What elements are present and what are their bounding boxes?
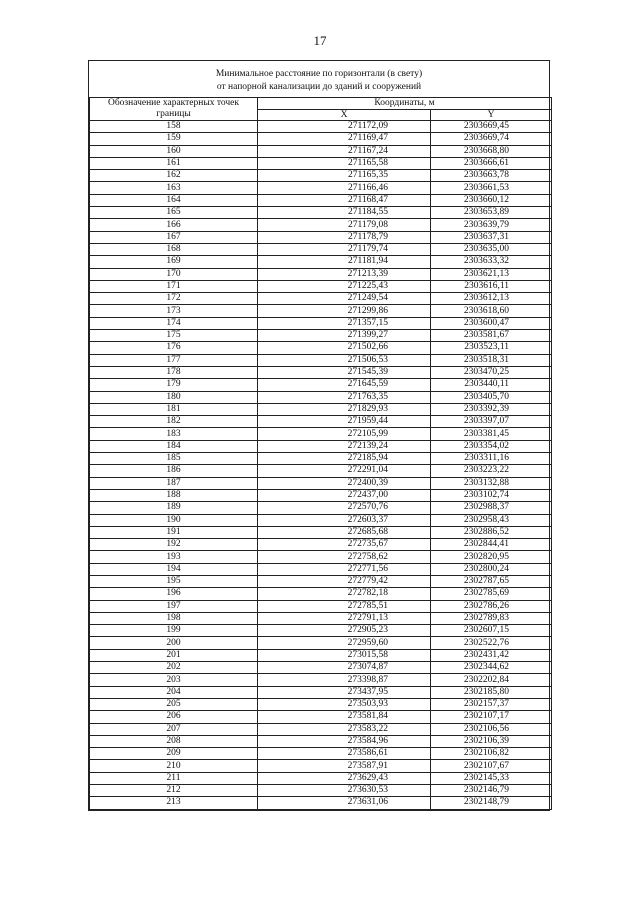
x-coordinate-cell: 271506,53	[258, 354, 431, 366]
x-coordinate-cell: 272782,18	[258, 588, 431, 600]
point-number-cell: 200	[90, 637, 258, 649]
x-coordinate-cell: 271829,93	[258, 403, 431, 415]
y-coordinate-cell: 2303621,13	[431, 268, 552, 280]
y-coordinate-cell: 2303661,53	[431, 182, 552, 194]
y-coordinate-cell: 2303660,12	[431, 194, 552, 206]
x-coordinate-cell: 271959,44	[258, 416, 431, 428]
y-coordinate-cell: 2302786,26	[431, 600, 552, 612]
table-row	[90, 698, 552, 710]
x-coordinate-cell: 271166,46	[258, 182, 431, 194]
table-row	[90, 293, 552, 305]
table-row	[90, 526, 552, 538]
point-number-cell: 177	[90, 354, 258, 366]
point-number-cell: 172	[90, 293, 258, 305]
x-coordinate-cell: 273437,95	[258, 686, 431, 698]
x-coordinate-cell: 273630,53	[258, 785, 431, 797]
header-coordinates: Координаты, м	[258, 98, 552, 110]
table-row	[90, 403, 552, 415]
table-row	[90, 342, 552, 354]
y-coordinate-cell: 2302157,37	[431, 698, 552, 710]
table-row	[90, 243, 552, 255]
point-number-cell: 199	[90, 625, 258, 637]
table-row	[90, 686, 552, 698]
x-coordinate-cell: 271502,66	[258, 342, 431, 354]
y-coordinate-cell: 2302800,24	[431, 563, 552, 575]
point-number-cell: 169	[90, 256, 258, 268]
x-coordinate-cell: 272437,00	[258, 489, 431, 501]
y-coordinate-cell: 2303668,80	[431, 145, 552, 157]
table-row	[90, 354, 552, 366]
table-row	[90, 760, 552, 772]
y-coordinate-cell: 2302958,43	[431, 514, 552, 526]
y-coordinate-cell: 2303635,00	[431, 243, 552, 255]
y-coordinate-cell: 2302106,82	[431, 748, 552, 760]
x-coordinate-cell: 273015,58	[258, 649, 431, 661]
table-row	[90, 391, 552, 403]
y-coordinate-cell: 2302106,39	[431, 735, 552, 747]
table-row	[90, 502, 552, 514]
x-coordinate-cell: 271165,35	[258, 170, 431, 182]
y-coordinate-cell: 2302787,65	[431, 575, 552, 587]
point-number-cell: 183	[90, 428, 258, 440]
table-row	[90, 711, 552, 723]
table-row	[90, 662, 552, 674]
point-number-cell: 207	[90, 723, 258, 735]
table-row	[90, 268, 552, 280]
header-x: X	[258, 110, 431, 121]
x-coordinate-cell: 272105,99	[258, 428, 431, 440]
table-row	[90, 588, 552, 600]
x-coordinate-cell: 273398,87	[258, 674, 431, 686]
y-coordinate-cell: 2303581,67	[431, 330, 552, 342]
x-coordinate-cell: 272905,23	[258, 625, 431, 637]
point-number-cell: 170	[90, 268, 258, 280]
point-number-cell: 158	[90, 121, 258, 133]
point-number-cell: 173	[90, 305, 258, 317]
x-coordinate-cell: 273586,61	[258, 748, 431, 760]
y-coordinate-cell: 2302820,95	[431, 551, 552, 563]
y-coordinate-cell: 2303618,60	[431, 305, 552, 317]
y-coordinate-cell: 2303223,22	[431, 465, 552, 477]
point-number-cell: 187	[90, 477, 258, 489]
y-coordinate-cell: 2303354,02	[431, 440, 552, 452]
x-coordinate-cell: 273581,84	[258, 711, 431, 723]
x-coordinate-cell: 272185,94	[258, 453, 431, 465]
point-number-cell: 189	[90, 502, 258, 514]
point-number-cell: 208	[90, 735, 258, 747]
table-row	[90, 428, 552, 440]
point-number-cell: 210	[90, 760, 258, 772]
point-number-cell: 171	[90, 280, 258, 292]
point-number-cell: 165	[90, 207, 258, 219]
x-coordinate-cell: 272139,24	[258, 440, 431, 452]
y-coordinate-cell: 2303397,07	[431, 416, 552, 428]
point-number-cell: 211	[90, 772, 258, 784]
point-number-cell: 167	[90, 231, 258, 243]
x-coordinate-cell: 271179,74	[258, 243, 431, 255]
x-coordinate-cell: 271249,54	[258, 293, 431, 305]
table-row	[90, 748, 552, 760]
coordinates-frame	[88, 60, 550, 811]
x-coordinate-cell: 271179,08	[258, 219, 431, 231]
point-number-cell: 212	[90, 785, 258, 797]
y-coordinate-cell: 2302344,62	[431, 662, 552, 674]
table-row	[90, 551, 552, 563]
y-coordinate-cell: 2302844,41	[431, 539, 552, 551]
y-coordinate-cell: 2303381,45	[431, 428, 552, 440]
caption-line-1: Минимальное расстояние по горизонтали (в свету)	[215, 69, 423, 79]
table-row	[90, 772, 552, 784]
table-row	[90, 539, 552, 551]
y-coordinate-cell: 2303132,88	[431, 477, 552, 489]
y-coordinate-cell: 2302107,67	[431, 760, 552, 772]
y-coordinate-cell: 2303653,89	[431, 207, 552, 219]
table-row	[90, 785, 552, 797]
y-coordinate-cell: 2302202,84	[431, 674, 552, 686]
x-coordinate-cell: 271167,24	[258, 145, 431, 157]
x-coordinate-cell: 271184,55	[258, 207, 431, 219]
x-coordinate-cell: 271645,59	[258, 379, 431, 391]
y-coordinate-cell: 2302522,76	[431, 637, 552, 649]
x-coordinate-cell: 273631,06	[258, 797, 431, 809]
x-coordinate-cell: 272959,60	[258, 637, 431, 649]
y-coordinate-cell: 2303637,31	[431, 231, 552, 243]
point-number-cell: 184	[90, 440, 258, 452]
x-coordinate-cell: 272791,13	[258, 612, 431, 624]
y-coordinate-cell: 2303639,79	[431, 219, 552, 231]
caption-line-2: от напорной канализации до зданий и сооружений	[216, 82, 422, 92]
y-coordinate-cell: 2303405,70	[431, 391, 552, 403]
y-coordinate-cell: 2303440,11	[431, 379, 552, 391]
y-coordinate-cell: 2303600,47	[431, 317, 552, 329]
y-coordinate-cell: 2302785,69	[431, 588, 552, 600]
y-coordinate-cell: 2303669,74	[431, 133, 552, 145]
table-row	[90, 649, 552, 661]
y-coordinate-cell: 2302185,80	[431, 686, 552, 698]
table-row	[90, 563, 552, 575]
y-coordinate-cell: 2303102,74	[431, 489, 552, 501]
table-row	[90, 182, 552, 194]
point-number-cell: 192	[90, 539, 258, 551]
point-number-cell: 193	[90, 551, 258, 563]
y-coordinate-cell: 2303669,45	[431, 121, 552, 133]
y-coordinate-cell: 2303311,16	[431, 453, 552, 465]
point-number-cell: 191	[90, 526, 258, 538]
x-coordinate-cell: 272785,51	[258, 600, 431, 612]
table-row	[90, 207, 552, 219]
page-number: 17	[313, 33, 327, 48]
x-coordinate-cell: 271545,39	[258, 366, 431, 378]
table-row	[90, 231, 552, 243]
table-row	[90, 625, 552, 637]
header-y: Y	[431, 110, 552, 121]
y-coordinate-cell: 2303523,11	[431, 342, 552, 354]
point-number-cell: 182	[90, 416, 258, 428]
table-row	[90, 797, 552, 809]
point-number-cell: 163	[90, 182, 258, 194]
point-number-cell: 164	[90, 194, 258, 206]
point-number-cell: 186	[90, 465, 258, 477]
point-number-cell: 198	[90, 612, 258, 624]
point-number-cell: 166	[90, 219, 258, 231]
x-coordinate-cell: 272400,39	[258, 477, 431, 489]
point-number-cell: 203	[90, 674, 258, 686]
table-row	[90, 366, 552, 378]
coordinates-table	[89, 97, 552, 810]
x-coordinate-cell: 271168,47	[258, 194, 431, 206]
table-row	[90, 723, 552, 735]
point-number-cell: 205	[90, 698, 258, 710]
y-coordinate-cell: 2303633,32	[431, 256, 552, 268]
y-coordinate-cell: 2302607,15	[431, 625, 552, 637]
table-row	[90, 121, 552, 133]
y-coordinate-cell: 2303518,31	[431, 354, 552, 366]
x-coordinate-cell: 272291,04	[258, 465, 431, 477]
point-number-cell: 206	[90, 711, 258, 723]
y-coordinate-cell: 2303392,39	[431, 403, 552, 415]
table-row	[90, 735, 552, 747]
point-number-cell: 195	[90, 575, 258, 587]
x-coordinate-cell: 272735,67	[258, 539, 431, 551]
x-coordinate-cell: 271165,58	[258, 157, 431, 169]
point-number-cell: 168	[90, 243, 258, 255]
y-coordinate-cell: 2303616,11	[431, 280, 552, 292]
y-coordinate-cell: 2302988,37	[431, 502, 552, 514]
table-row	[90, 674, 552, 686]
y-coordinate-cell: 2303470,25	[431, 366, 552, 378]
x-coordinate-cell: 273629,43	[258, 772, 431, 784]
y-coordinate-cell: 2303666,61	[431, 157, 552, 169]
y-coordinate-cell: 2302106,56	[431, 723, 552, 735]
table-row	[90, 379, 552, 391]
table-row	[90, 219, 552, 231]
point-number-cell: 204	[90, 686, 258, 698]
point-number-cell: 160	[90, 145, 258, 157]
y-coordinate-cell: 2302886,52	[431, 526, 552, 538]
x-coordinate-cell: 273503,93	[258, 698, 431, 710]
point-number-cell: 209	[90, 748, 258, 760]
y-coordinate-cell: 2302431,42	[431, 649, 552, 661]
header-boundary-points: Обозначение характерных точек границы	[90, 98, 258, 121]
point-number-cell: 181	[90, 403, 258, 415]
x-coordinate-cell: 271299,86	[258, 305, 431, 317]
y-coordinate-cell: 2302146,79	[431, 785, 552, 797]
x-coordinate-cell: 273587,91	[258, 760, 431, 772]
x-coordinate-cell: 271213,39	[258, 268, 431, 280]
point-number-cell: 188	[90, 489, 258, 501]
table-row	[90, 170, 552, 182]
point-number-cell: 194	[90, 563, 258, 575]
point-number-cell: 161	[90, 157, 258, 169]
table-row	[90, 489, 552, 501]
table-row	[90, 256, 552, 268]
x-coordinate-cell: 271172,09	[258, 121, 431, 133]
table-row	[90, 194, 552, 206]
y-coordinate-cell: 2302789,83	[431, 612, 552, 624]
x-coordinate-cell: 271169,47	[258, 133, 431, 145]
y-coordinate-cell: 2302148,79	[431, 797, 552, 809]
table-row	[90, 305, 552, 317]
point-number-cell: 202	[90, 662, 258, 674]
point-number-cell: 201	[90, 649, 258, 661]
point-number-cell: 175	[90, 330, 258, 342]
table-row	[90, 637, 552, 649]
point-number-cell: 174	[90, 317, 258, 329]
x-coordinate-cell: 272570,76	[258, 502, 431, 514]
point-number-cell: 179	[90, 379, 258, 391]
x-coordinate-cell: 272685,68	[258, 526, 431, 538]
table-row	[90, 465, 552, 477]
point-number-cell: 176	[90, 342, 258, 354]
x-coordinate-cell: 272603,37	[258, 514, 431, 526]
table-caption	[89, 61, 549, 97]
point-number-cell: 185	[90, 453, 258, 465]
table-row	[90, 600, 552, 612]
point-number-cell: 162	[90, 170, 258, 182]
table-row	[90, 477, 552, 489]
table-row	[90, 575, 552, 587]
table-row	[90, 453, 552, 465]
x-coordinate-cell: 273583,22	[258, 723, 431, 735]
point-number-cell: 180	[90, 391, 258, 403]
point-number-cell: 196	[90, 588, 258, 600]
table-row	[90, 330, 552, 342]
table-row	[90, 145, 552, 157]
y-coordinate-cell: 2303663,78	[431, 170, 552, 182]
x-coordinate-cell: 272771,56	[258, 563, 431, 575]
point-number-cell: 197	[90, 600, 258, 612]
x-coordinate-cell: 271178,79	[258, 231, 431, 243]
x-coordinate-cell: 271357,15	[258, 317, 431, 329]
table-row	[90, 440, 552, 452]
x-coordinate-cell: 273584,96	[258, 735, 431, 747]
x-coordinate-cell: 271181,94	[258, 256, 431, 268]
point-number-cell: 213	[90, 797, 258, 809]
point-number-cell: 190	[90, 514, 258, 526]
y-coordinate-cell: 2302107,17	[431, 711, 552, 723]
point-number-cell: 159	[90, 133, 258, 145]
x-coordinate-cell: 271225,43	[258, 280, 431, 292]
table-row	[90, 416, 552, 428]
x-coordinate-cell: 273074,87	[258, 662, 431, 674]
x-coordinate-cell: 271763,35	[258, 391, 431, 403]
point-number-cell: 178	[90, 366, 258, 378]
y-coordinate-cell: 2302145,33	[431, 772, 552, 784]
table-row	[90, 280, 552, 292]
table-row	[90, 157, 552, 169]
table-row	[90, 514, 552, 526]
table-row	[90, 133, 552, 145]
y-coordinate-cell: 2303612,13	[431, 293, 552, 305]
x-coordinate-cell: 272779,42	[258, 575, 431, 587]
table-body	[90, 121, 552, 810]
x-coordinate-cell: 271399,27	[258, 330, 431, 342]
table-row	[90, 317, 552, 329]
table-row	[90, 612, 552, 624]
x-coordinate-cell: 272758,62	[258, 551, 431, 563]
